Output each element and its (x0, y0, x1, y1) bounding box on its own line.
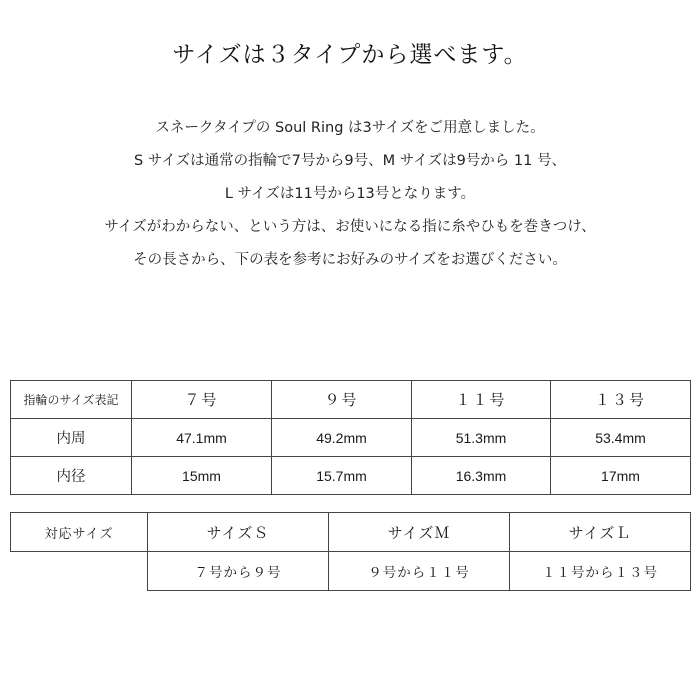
description-line: その長さから、下の表を参考にお好みのサイズをお選びください。 (133, 252, 567, 268)
empty-cell (11, 552, 148, 591)
description-line: S サイズは通常の指輪で7号から9号、M サイズは9号から 11 号、 (134, 153, 566, 169)
ring-size-table (10, 380, 691, 495)
range-cell: １１号から１３号 (510, 552, 691, 591)
row-label: 内周 (11, 419, 132, 457)
inner-diameter-row (11, 457, 691, 495)
table-cell: 49.2mm (272, 419, 412, 457)
size-header-cell: ７号 (132, 381, 272, 419)
range-cell: ７号から９号 (148, 552, 329, 591)
type-header-row (11, 513, 691, 552)
row-label: 内径 (11, 457, 132, 495)
type-range-row (11, 552, 691, 591)
table-cell: 15mm (132, 457, 272, 495)
type-header-cell: サイズＭ (329, 513, 510, 552)
table-cell: 53.4mm (551, 419, 691, 457)
table-cell: 51.3mm (412, 419, 551, 457)
description-line: サイズがわからない、という方は、お使いになる指に糸やひもを巻きつけ、 (104, 219, 596, 235)
page-title: サイズは３タイプから選べます。 (172, 42, 528, 68)
size-header-cell: １１号 (412, 381, 551, 419)
size-header-label: 指輪のサイズ表記 (11, 381, 132, 419)
size-header-cell: ９号 (272, 381, 412, 419)
description-line: L サイズは11号から13号となります。 (224, 186, 476, 202)
size-header-cell: １３号 (551, 381, 691, 419)
type-header-label: 対応サイズ (11, 513, 148, 552)
description-line: スネークタイプの Soul Ring は3サイズをご用意しました。 (155, 120, 545, 136)
description (0, 112, 700, 277)
inner-circumference-row (11, 419, 691, 457)
range-cell: ９号から１１号 (329, 552, 510, 591)
table-cell: 47.1mm (132, 419, 272, 457)
type-header-cell: サイズＬ (510, 513, 691, 552)
size-header-row (11, 381, 691, 419)
table-cell: 15.7mm (272, 457, 412, 495)
table-cell: 17mm (551, 457, 691, 495)
table-cell: 16.3mm (412, 457, 551, 495)
type-header-cell: サイズＳ (148, 513, 329, 552)
size-type-table (10, 512, 691, 591)
